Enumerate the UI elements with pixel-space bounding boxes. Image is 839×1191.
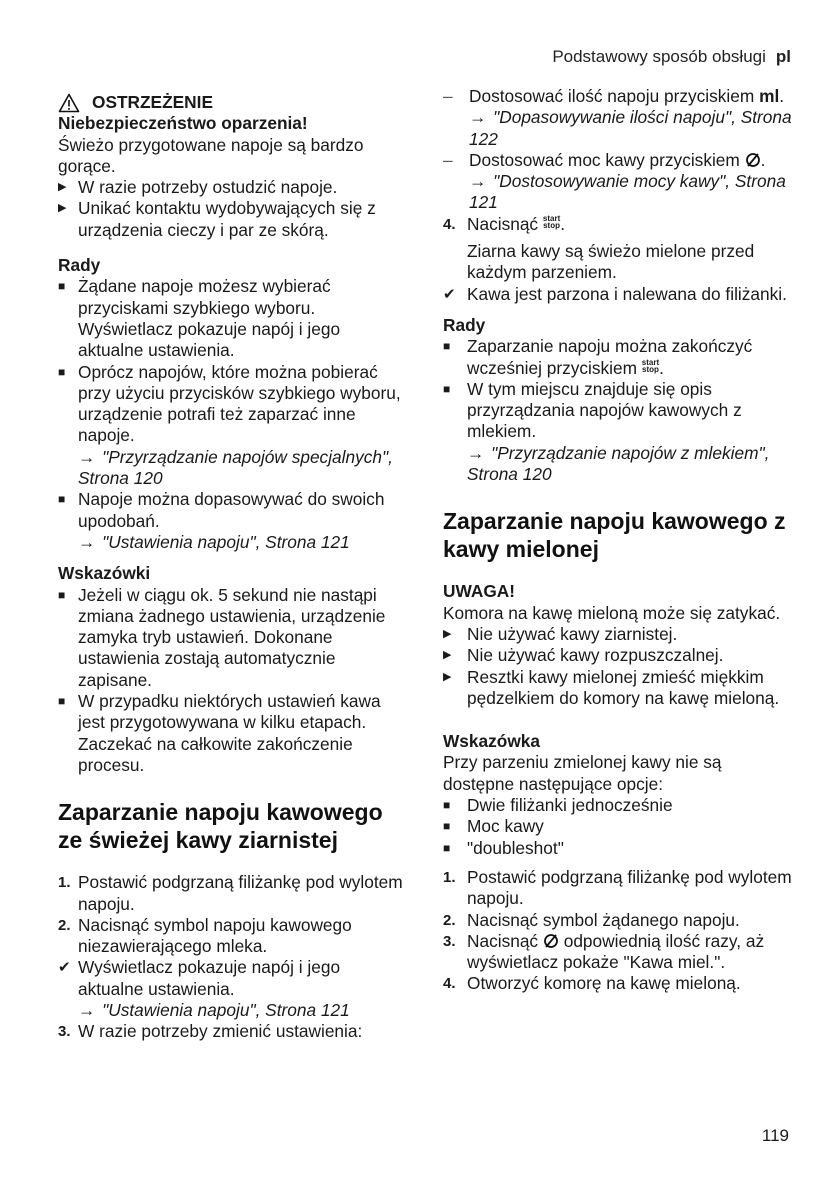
start-stop-icon: start stop [641, 357, 660, 374]
step-info: Ziarna kawy są świeżo mielone przed każdym parzeniem. [467, 241, 755, 283]
step-item: 4. Nacisnąć start stop. Ziarna kawy są świeżo mielone przed każdym parzeniem. [443, 214, 793, 284]
left-column [58, 88, 403, 1043]
checkmark-icon: ✔ [443, 285, 456, 303]
cross-reference: → "Dostosowywanie mocy kawy", Strona 121 [469, 171, 786, 213]
warning-subtitle: Niebezpieczeństwo oparzenia! [58, 113, 308, 134]
warning-list [58, 177, 403, 241]
cross-reference: → "Przyrządzanie napojów z mlekiem", Strona 120 [467, 442, 770, 485]
section-heading: Zaparzanie napoju kawowego ze świeżej kawy ziarnistej [58, 799, 383, 854]
substeps-list [443, 86, 793, 214]
arrow-right-icon: → [469, 107, 487, 128]
list-item: ■ "doubleshot" [443, 837, 564, 858]
caution-title: UWAGA! [443, 581, 515, 602]
note-list [443, 795, 793, 859]
arrow-right-icon: → [78, 446, 96, 467]
list-item: ▶ W razie potrzeby ostudzić napoje. [58, 177, 338, 198]
ml-key: ml [759, 86, 780, 106]
arrow-bullet-icon: ▶ [58, 181, 67, 194]
list-item: ■ Napoje można dopasowywać do swoich upodobań. → "Ustawienia napoju", Strona 121 [58, 489, 403, 553]
square-bullet-icon: ■ [58, 492, 66, 507]
substep-item: – Dostosować ilość napoju przyciskiem ml. → "Dopasowywanie ilości napoju", Strona 122 [443, 86, 792, 149]
result-item: ✔ Kawa jest parzona i nalewana do filiżanki. [443, 283, 787, 304]
cross-reference: → "Dopasowywanie ilości napoju", Strona 122 [469, 107, 792, 149]
step-item: 2. Nacisnąć symbol napoju kawowego niezawierającego mleka. [58, 914, 352, 957]
arrow-right-icon: → [78, 531, 96, 552]
list-item: ■ W przypadku niektórych ustawień kawa jest przygotowywana w kilku etapach. Zaczekać na całkowite zakończenie procesu. [58, 691, 381, 775]
list-item: ■ Jeżeli w ciągu ok. 5 sekund nie nastąpi zmiana żadnego ustawienia, urządzenie zamyka tryb ustawień. Dokonane ustawienia zostają automatycznie zapisane. [58, 584, 386, 690]
section-title: Podstawowy sposób obsługi [552, 47, 766, 66]
warning-triangle-icon [58, 93, 80, 113]
steps-list [443, 214, 793, 305]
list-item: ■ Dwie filiżanki jednocześnie [443, 795, 673, 816]
arrow-right-icon: → [78, 999, 96, 1020]
list-item: ▶ Unikać kontaktu wydobywających się z urządzenia cieczy i par ze skórą. [58, 198, 376, 240]
checkmark-icon: ✔ [58, 959, 71, 977]
list-item: ▶ Resztki kawy mielonej zmieść miękkim pędzelkiem do komory na kawę mieloną. [443, 666, 780, 708]
note-title: Wskazówka [443, 731, 541, 752]
square-bullet-icon: ■ [443, 819, 451, 834]
right-column [443, 86, 793, 995]
steps-list [58, 872, 403, 1042]
dash-bullet: – [443, 86, 453, 106]
notes-title: Wskazówki [58, 563, 151, 584]
start-stop-icon: start stop [542, 213, 561, 230]
arrow-bullet-icon: ▶ [443, 670, 452, 683]
cross-reference: → "Ustawienia napoju", Strona 121 [78, 999, 350, 1020]
language-code: pl [775, 47, 791, 66]
coffee-strength-icon [543, 933, 559, 949]
page-number: 119 [761, 1126, 789, 1145]
arrow-bullet-icon: ▶ [443, 627, 452, 640]
warning-heading [58, 92, 403, 113]
list-item: ■ Żądane napoje możesz wybierać przyciskami szybkiego wyboru. Wyświetlacz pokazuje napój i jego aktualne ustawienia. [58, 276, 341, 361]
coffee-strength-icon [745, 152, 761, 168]
tips-title: Rady [443, 314, 486, 335]
notes-list [58, 585, 403, 777]
step-item: 4. Otworzyć komorę na kawę mieloną. [443, 973, 741, 994]
list-item: ■ W tym miejscu znajduje się opis przyrządzania napojów kawowych z mlekiem. → "Przyrządzanie napojów z mlekiem", Strona 120 [443, 379, 793, 485]
warning-text: Świeżo przygotowane napoje są bardzo gorące. [58, 134, 364, 176]
arrow-right-icon: → [469, 171, 487, 192]
arrow-bullet-icon: ▶ [443, 649, 452, 662]
square-bullet-icon: ■ [58, 694, 66, 709]
square-bullet-icon: ■ [58, 364, 66, 379]
caution-text: Komora na kawę mieloną może się zatykać. [443, 602, 781, 623]
list-item: ▶ Nie używać kawy rozpuszczalnej. [443, 645, 724, 666]
square-bullet-icon: ■ [443, 381, 451, 396]
square-bullet-icon: ■ [58, 587, 66, 602]
tips-list [443, 336, 793, 485]
square-bullet-icon: ■ [443, 798, 451, 813]
step-item: 1. Postawić podgrzaną filiżankę pod wylotem napoju. [443, 866, 792, 909]
square-bullet-icon: ■ [443, 339, 451, 354]
note-text: Przy parzeniu zmielonej kawy nie są dostępne następujące opcje: [443, 752, 722, 794]
cross-reference: → "Ustawienia napoju", Strona 121 [78, 531, 350, 552]
step-item: 1. Postawić podgrzaną filiżankę pod wylotem napoju. [58, 872, 403, 914]
arrow-bullet-icon: ▶ [58, 202, 67, 215]
list-item: ■ Oprócz napojów, które można pobierać przy użyciu przycisków szybkiego wyboru, urządzenie potrafi też zaparzać inne napoje. → "Przyrządzanie napojów specjalnych", Strona 120 [58, 362, 403, 490]
running-header [552, 47, 791, 67]
step-item: 2. Nacisnąć symbol żądanego napoju. [443, 909, 740, 930]
section-heading: Zaparzanie napoju kawowego z kawy mielonej [443, 508, 786, 563]
substep-item: – Dostosować moc kawy przyciskiem . → "Dostosowywanie mocy kawy", Strona 121 [443, 150, 793, 214]
square-bullet-icon: ■ [58, 279, 66, 294]
warning-title: OSTRZEŻENIE [92, 92, 213, 112]
caution-list [443, 624, 793, 709]
tips-title: Rady [58, 255, 101, 276]
list-item: ■ Moc kawy [443, 816, 544, 837]
arrow-right-icon: → [467, 442, 485, 463]
step-item: 3. Nacisnąć odpowiednią ilość razy, aż wyświetlacz pokaże "Kawa miel.". [443, 930, 765, 973]
cross-reference: → "Przyrządzanie napojów specjalnych", Strona 120 [78, 446, 393, 489]
list-item: ▶ Nie używać kawy ziarnistej. [443, 623, 678, 644]
step-item: 3. W razie potrzeby zmienić ustawienia: [58, 1021, 363, 1042]
result-item: ✔ Wyświetlacz pokazuje napój i jego aktualne ustawienia. → "Ustawienia napoju", Strona 121 [58, 957, 403, 1021]
dash-bullet: – [443, 149, 453, 170]
square-bullet-icon: ■ [443, 840, 451, 855]
list-item: ■ Zaparzanie napoju można zakończyć wcześniej przyciskiem start stop. [443, 336, 753, 378]
steps-list [443, 867, 793, 995]
tips-list [58, 276, 403, 553]
